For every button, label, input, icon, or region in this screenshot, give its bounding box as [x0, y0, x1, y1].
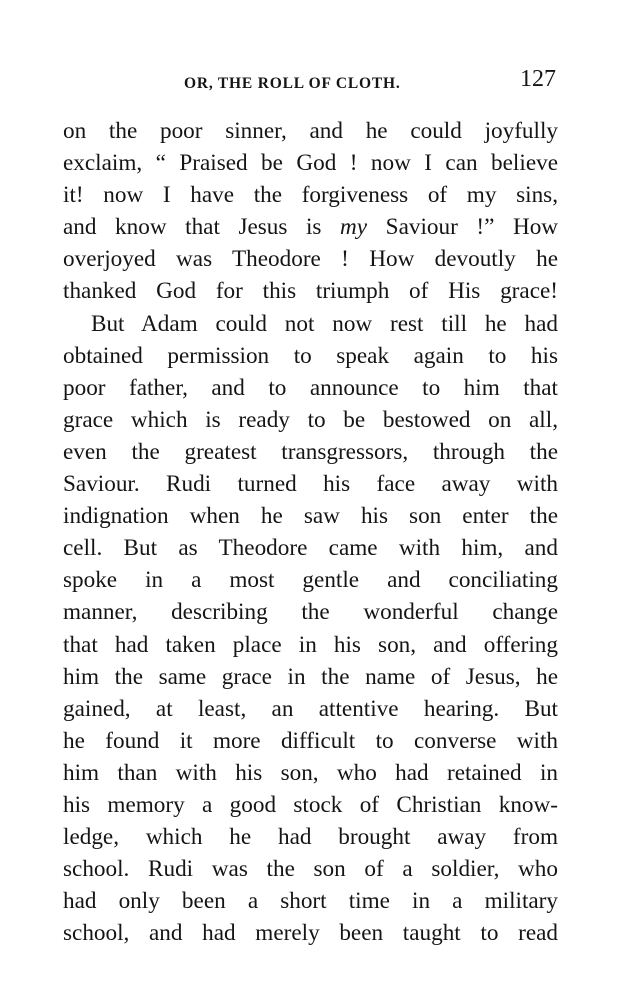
page-number: 127 [520, 66, 556, 92]
text-line: ledge, which he had brought away from [63, 824, 558, 851]
text-line: even the greatest transgressors, through the [63, 438, 558, 465]
text-line: obtained permission to speak again to his [63, 342, 558, 369]
text-line: school. Rudi was the son of a soldier, who [63, 856, 558, 883]
text-line: Saviour. Rudi turned his face away with [63, 471, 558, 498]
running-title: OR, THE ROLL OF CLOTH. [184, 75, 401, 92]
text-segment: Saviour !” How [385, 214, 559, 241]
text-line: he found it more difficult to converse with [63, 727, 558, 754]
text-line: him than with his son, who had retained in [63, 759, 558, 786]
text-line: that had taken place in his son, and offering [63, 631, 558, 658]
emphasis: my [340, 214, 368, 241]
text-line: poor father, and to announce to him that [63, 374, 558, 401]
text-line: indignation when he saw his son enter the [63, 503, 558, 530]
text-line: on the poor sinner, and he could joyfully [63, 118, 558, 144]
body-text [63, 115, 558, 949]
text-line: overjoyed was Theodore ! How devoutly he [63, 246, 558, 273]
text-line: cell. But as Theodore came with him, and [63, 535, 558, 562]
text-line: grace which is ready to be bestowed on all, [63, 406, 558, 433]
text-line: thanked God for this triumph of His grace! [63, 278, 558, 305]
text-line: had only been a short time in a military [63, 888, 558, 915]
text-line: it! now I have the forgiveness of my sins, [63, 182, 558, 209]
text-line: his memory a good stock of Christian know- [63, 791, 558, 818]
text-line: spoke in a most gentle and conciliating [63, 567, 558, 594]
text-line: him the same grace in the name of Jesus, he [63, 663, 558, 690]
text-line [63, 211, 558, 243]
text-line: manner, describing the wonderful change [63, 599, 558, 626]
text-segment: and know that Jesus is [63, 214, 322, 241]
text-line: But Adam could not now rest till he had [91, 310, 558, 337]
text-line: exclaim, “ Praised be God ! now I can believe [63, 150, 558, 177]
running-header [184, 66, 556, 100]
text-line: school, and had merely been taught to read [63, 920, 558, 947]
text-line: gained, at least, an attentive hearing. But [63, 695, 558, 722]
